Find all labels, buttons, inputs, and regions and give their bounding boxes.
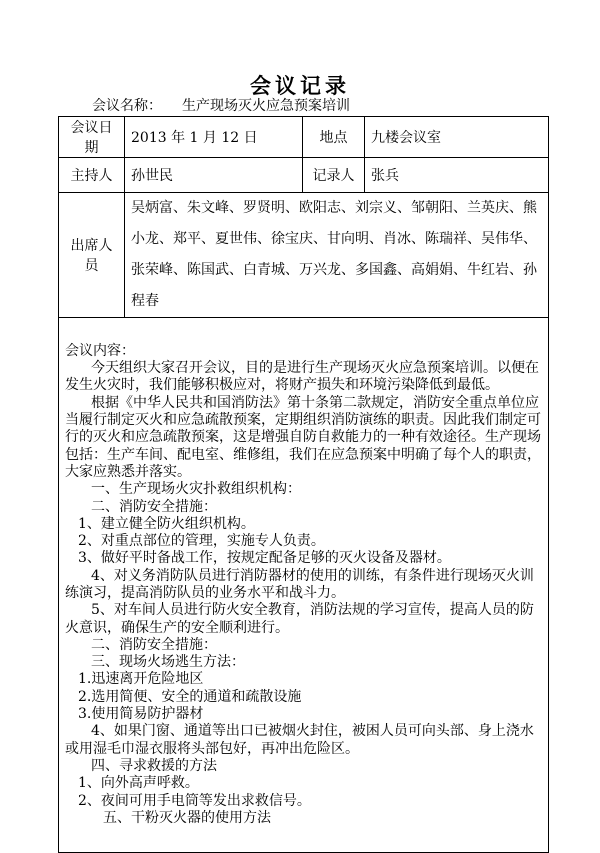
attendees-label: 出席人员: [59, 193, 125, 318]
list-item: 1、向外高声呼救。: [78, 775, 199, 792]
document-title: 会议记录: [250, 73, 350, 98]
list-item: 1.迅速离开危险地区: [78, 671, 204, 688]
meeting-name-line: [92, 95, 350, 115]
host-value: 孙世民: [125, 158, 303, 193]
content-row: [59, 318, 549, 853]
list-item: 4、如果门窗、通道等出口已被烟火封住，被困人员可向头部、身上浇水或用湿毛巾湿衣服将头部包好，再冲出危险区。: [65, 723, 534, 757]
list-item: 3、做好平时备战工作，按规定配备足够的灭火设备及器材。: [78, 550, 451, 567]
list-item: 4、对义务消防队员进行消防器材的使用的训练，有条件进行现场灭火训练演习，提高消防队员的业务水平和战斗力。: [65, 567, 534, 601]
section-heading: 二、消防安全措施：: [91, 498, 217, 515]
list-item: 2、夜间可用手电筒等发出求救信号。: [78, 792, 311, 809]
section-heading: 五、干粉灭火器的使用方法: [103, 809, 271, 826]
meeting-info-table: [58, 116, 549, 853]
meeting-content: [59, 318, 549, 853]
attendees-value: 吴炳富、朱文峰、罗贤明、欧阳志、刘宗义、邹朝阳、兰英庆、熊小龙、郑平、夏世伟、徐宝庆、甘向明、肖冰、陈瑞祥、吴伟华、张荣峰、陈国武、白青城、万兴龙、多国鑫、高娟娟、牛红岩、孙程春: [125, 193, 549, 318]
list-item: 2.选用简便、安全的通道和疏散设施: [78, 688, 302, 705]
section-heading: 一、生产现场火灾扑救组织机构：: [91, 481, 301, 498]
location-label: 地点: [303, 117, 365, 158]
meeting-name-value: 生产现场灭火应急预案培训: [182, 98, 350, 114]
recorder-value: 张兵: [365, 158, 549, 193]
location-value: 九楼会议室: [365, 117, 549, 158]
recorder-label: 记录人: [303, 158, 365, 193]
content-paragraph: 今天组织大家召开会议，目的是进行生产现场灭火应急预案培训。以便在发生火灾时，我们能够积极应对，将财产损失和环境污染降低到最低。: [65, 360, 539, 394]
section-heading: 三、现场火场逃生方法：: [91, 654, 245, 671]
date-value: 2013 年 1 月 12 日: [125, 117, 303, 158]
content-paragraph: 根据《中华人民共和国消防法》第十条第二款规定，消防安全重点单位应当履行制定灭火和应急疏散预案，定期组织消防演练的职责。因此我们制定可行的灭火和应急疏散预案，这是增强自防自救能力的一种有效途径。生产现场包括：生产车间、配电室、维修组，我们在应急预案中明确了每个人的职责，大家应熟悉并落实。: [65, 394, 541, 480]
section-heading: 四、寻求救援的方法: [91, 757, 217, 774]
list-item: 2、对重点部位的管理，实施专人负责。: [78, 533, 325, 550]
date-label: 会议日期: [59, 117, 125, 158]
attendees-row: [59, 193, 549, 318]
section-heading: 二、消防安全措施：: [91, 636, 217, 653]
meeting-name-label: 会议名称：: [92, 98, 162, 114]
list-item: 1、建立健全防火组织机构。: [78, 515, 255, 532]
list-item: 3.使用简易防护器材: [78, 706, 204, 723]
host-label: 主持人: [59, 158, 125, 193]
list-item: 5、对车间人员进行防火安全教育，消防法规的学习宣传，提高人员的防火意识，确保生产的安全顺利进行。: [65, 602, 534, 636]
content-label: 会议内容：: [65, 342, 135, 359]
date-location-row: [59, 117, 549, 158]
host-recorder-row: [59, 158, 549, 193]
